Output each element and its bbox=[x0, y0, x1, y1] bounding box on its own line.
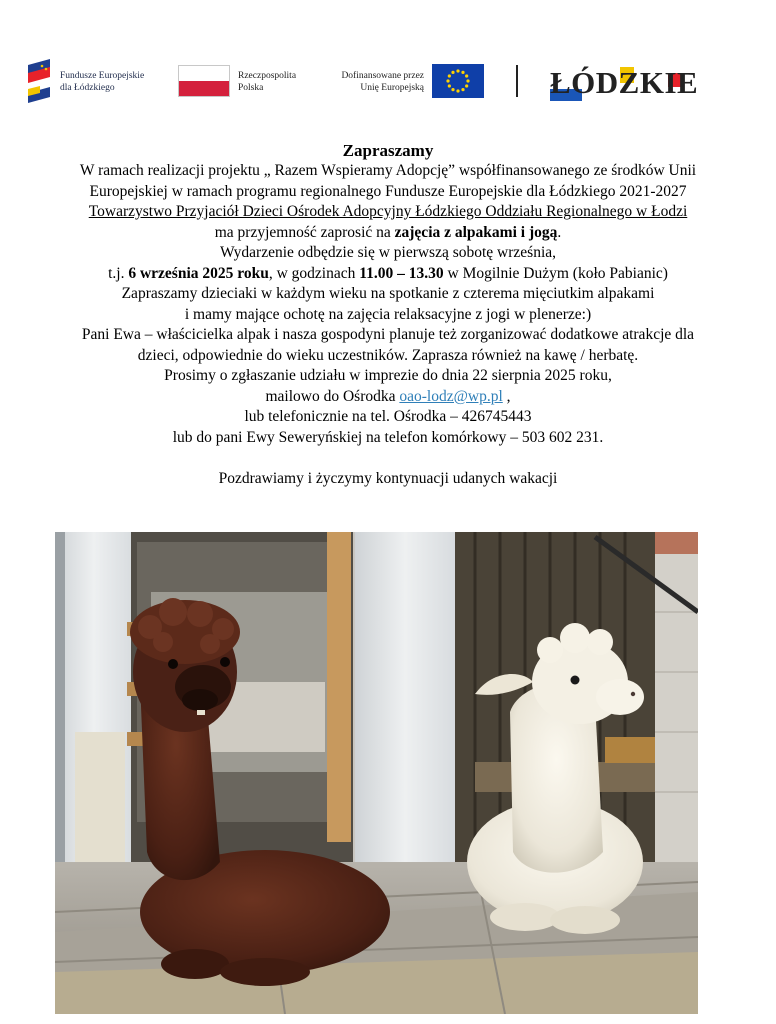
eu-logo-text bbox=[318, 70, 424, 94]
eu-star bbox=[448, 74, 451, 77]
letter-spacer bbox=[0, 448, 776, 469]
eu-star bbox=[456, 89, 459, 92]
fe-logo-line2: dla Łódzkiego bbox=[60, 83, 115, 93]
letter-line-5: Wydarzenie odbędzie się w pierwszą sobotę września, bbox=[219, 244, 557, 261]
lodzkie-logo bbox=[550, 63, 699, 103]
letter-line-11: Prosimy o zgłaszanie udziału w imprezie do dnia 22 sierpnia 2025 roku, bbox=[164, 367, 612, 384]
letter-line-2: Europejskiej w ramach programu regionalnego Fundusze Europejskie dla Łódzkiego 2021-2027 bbox=[89, 182, 687, 200]
letter-line-9: Pani Ewa – właścicielka alpak i nasza gospodyni planuje też zorganizować dodatkowe atrakcje dla bbox=[81, 326, 695, 343]
eu-star bbox=[466, 79, 469, 82]
letter-heading: Zapraszamy bbox=[342, 141, 434, 160]
eu-star bbox=[456, 69, 459, 72]
letter-line-7: Zapraszamy dzieciaki w każdym wieku na spotkanie z czterema mięciutkim alpakami bbox=[121, 285, 655, 302]
letter-line-13: lub telefonicznie na tel. Ośrodka – 426745443 bbox=[244, 408, 532, 425]
fe-logo-text bbox=[60, 70, 144, 94]
logo-divider bbox=[516, 65, 518, 97]
email-link[interactable]: oao-lodz@wp.pl bbox=[399, 387, 503, 405]
eu-star bbox=[451, 71, 454, 74]
eu-logo-line1: Dofinansowane przez bbox=[341, 71, 424, 81]
pl-logo-line2: Polska bbox=[238, 83, 264, 93]
eu-star bbox=[465, 84, 468, 87]
letter-line-4a: ma przyjemność zaprosić na bbox=[214, 223, 395, 241]
letter-line-6a: t.j. bbox=[108, 264, 129, 282]
letter-line-1: W ramach realizacji projektu „ Razem Wspieramy Adopcję” współfinansowanego ze środków Unii bbox=[79, 162, 697, 179]
alpacas-photo bbox=[55, 532, 698, 1014]
letter-line-10: dzieci, odpowiednie do wieku uczestników. Zaprasza również na kawę / herbatę. bbox=[137, 346, 639, 364]
eu-logo-line2: Unię Europejską bbox=[360, 83, 424, 93]
organization-name: Towarzystwo Przyjaciół Dzieci Ośrodek Adopcyjny Łódzkiego Oddziału Regionalnego w Łodzi bbox=[88, 203, 688, 220]
letter-line-14: lub do pani Ewy Seweryńskiej na telefon komórkowy – 503 602 231. bbox=[172, 428, 604, 446]
letter-line-6 bbox=[0, 264, 776, 285]
pl-logo-line1: Rzeczpospolita bbox=[238, 71, 297, 81]
pl-logo-text bbox=[238, 70, 296, 94]
event-date: 6 września 2025 roku bbox=[128, 264, 269, 282]
eu-star bbox=[465, 74, 468, 77]
eu-star bbox=[448, 84, 451, 87]
letter-line-12a: mailowo do Ośrodka bbox=[265, 387, 400, 405]
letter-line-12 bbox=[0, 387, 776, 408]
header-logos bbox=[0, 55, 776, 107]
letter-line-6c: , w godzinach bbox=[268, 264, 360, 282]
lodzkie-logo-text: ŁÓDZKIE bbox=[550, 65, 699, 100]
letter-line-6e: w Mogilnie Dużym (koło Pabianic) bbox=[443, 264, 668, 282]
letter-line-4 bbox=[0, 223, 776, 244]
eu-star bbox=[461, 71, 464, 74]
letter-line-8: i mamy mające ochotę na zajęcia relaksacyjne z jogi w plenerze:) bbox=[184, 305, 592, 323]
eu-flag-icon bbox=[432, 64, 484, 98]
fe-logo-line1: Fundusze Europejskie bbox=[60, 71, 145, 81]
activity-name: zajęcia z alpakami i jogą bbox=[394, 223, 558, 241]
event-hours: 11.00 – 13.30 bbox=[359, 264, 444, 282]
letter-closing: Pozdrawiamy i życzymy kontynuacji udanych wakacji bbox=[218, 469, 558, 487]
letter-line-12c: , bbox=[502, 387, 511, 405]
fe-logo-icon bbox=[28, 59, 52, 103]
letter-line-4c: . bbox=[557, 223, 562, 241]
poland-flag-icon bbox=[178, 65, 230, 97]
eu-star bbox=[451, 88, 454, 91]
invitation-letter bbox=[0, 140, 776, 489]
eu-star bbox=[461, 88, 464, 91]
eu-star bbox=[446, 79, 449, 82]
